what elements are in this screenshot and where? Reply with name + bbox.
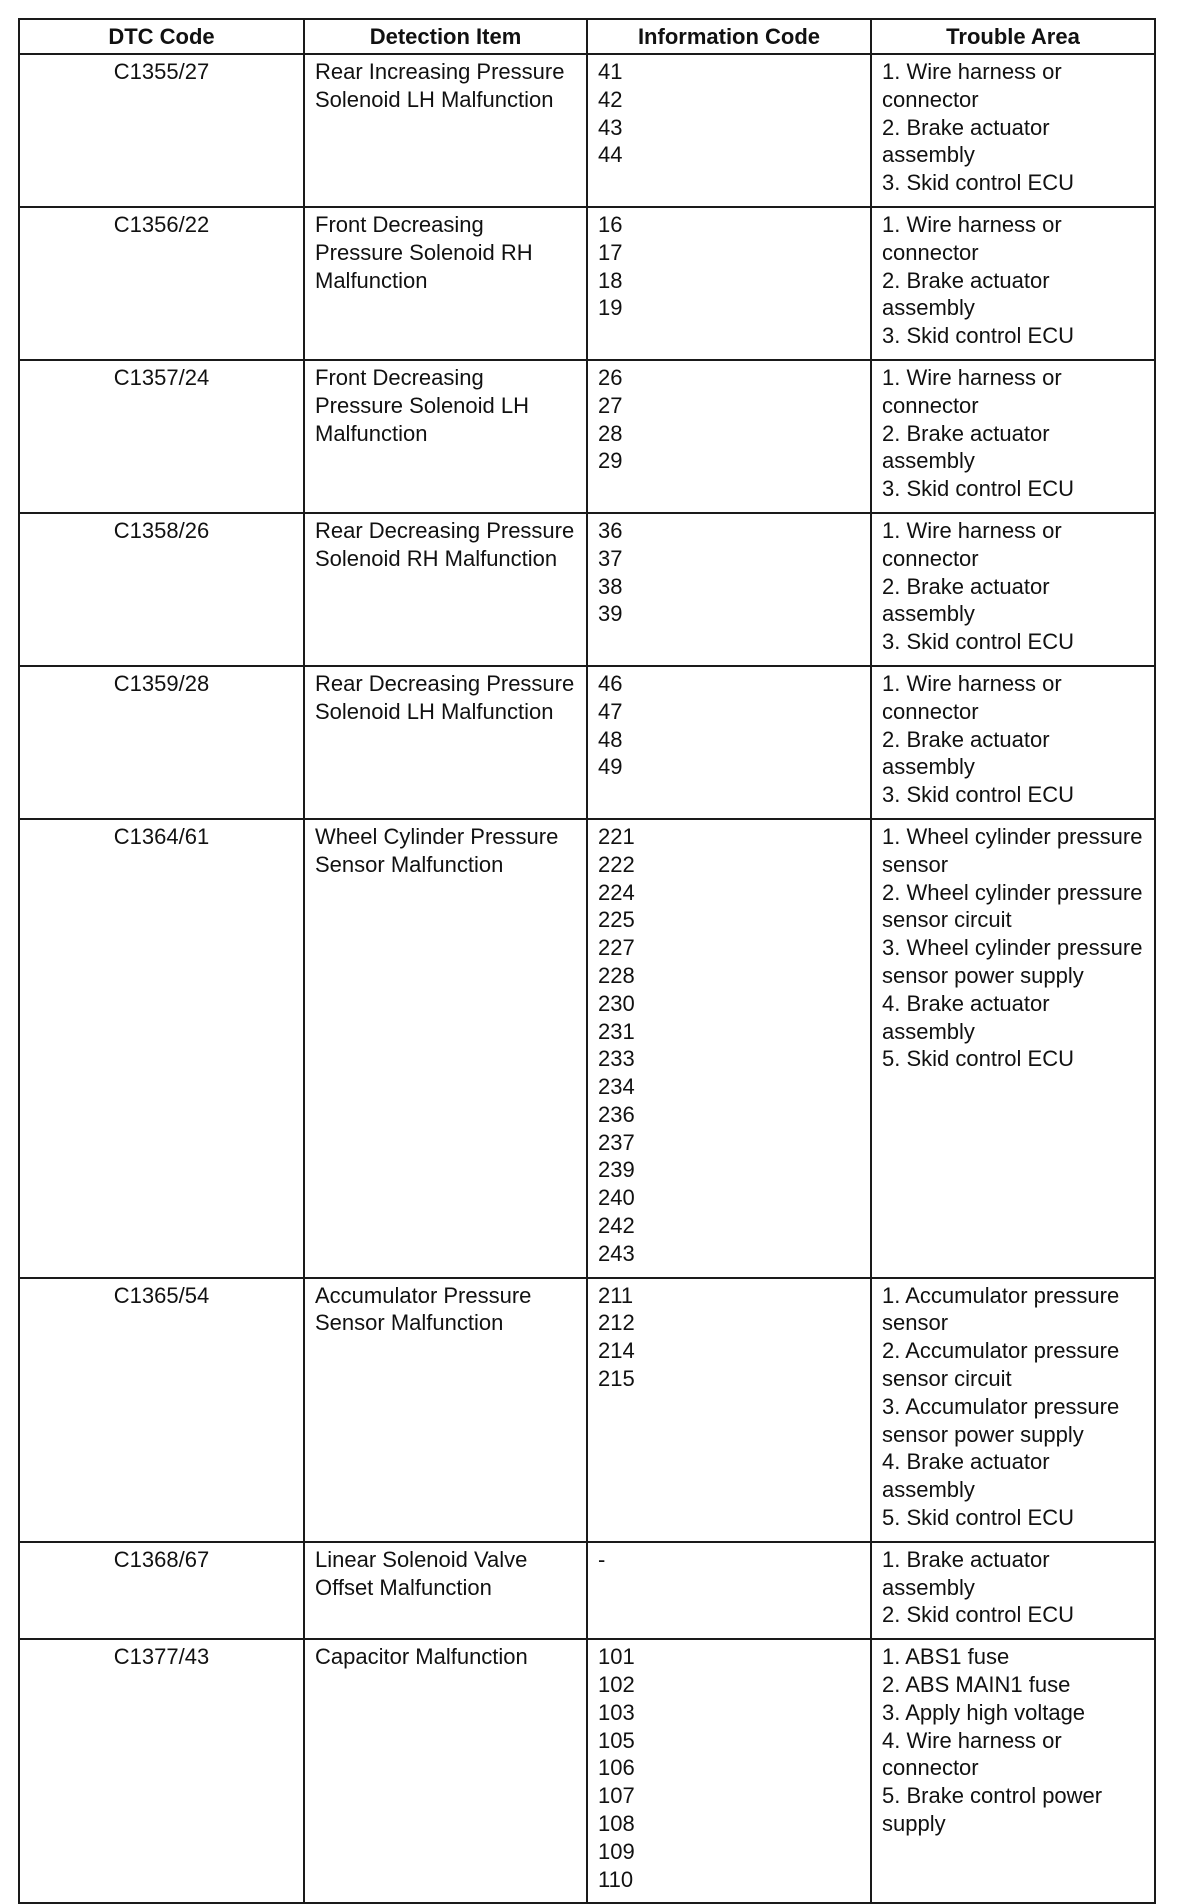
information-code: 215 — [598, 1366, 635, 1392]
dtc-code-cell: C1368/67 — [19, 1542, 304, 1639]
header-dtc-code: DTC Code — [19, 19, 304, 54]
detection-item-cell: Front Decreasing Pressure Solenoid RH Malfunction — [304, 207, 587, 360]
information-code: 108 — [598, 1811, 635, 1837]
information-code: 17 — [598, 239, 623, 265]
trouble-area-item: 2. Brake actuator assembly — [882, 726, 1050, 780]
dtc-code-cell: C1365/54 — [19, 1278, 304, 1542]
information-code: 109 — [598, 1838, 635, 1864]
information-code: 103 — [598, 1699, 635, 1725]
table-row — [19, 207, 1155, 360]
table-row — [19, 54, 1155, 207]
trouble-area-item: 4. Wire harness or connector — [882, 1727, 1062, 1781]
trouble-area-item: 2. Brake actuator assembly — [882, 114, 1050, 168]
trouble-area-item: 2. ABS MAIN1 fuse — [882, 1672, 1071, 1698]
information-code-cell — [587, 819, 871, 1278]
detection-item-cell: Linear Solenoid Valve Offset Malfunction — [304, 1542, 587, 1639]
information-code: 44 — [598, 142, 623, 168]
information-code: 28 — [598, 420, 623, 446]
information-code: 110 — [598, 1866, 634, 1892]
information-code: 47 — [598, 698, 623, 724]
trouble-area-item: 5. Brake control power supply — [882, 1783, 1103, 1837]
information-code: 46 — [598, 670, 623, 696]
information-code-cell — [587, 1542, 871, 1639]
trouble-area-item: 3. Wheel cylinder pressure sensor power supply — [882, 935, 1143, 988]
information-code: 42 — [598, 86, 623, 112]
trouble-area-item: 2. Brake actuator assembly — [882, 573, 1050, 627]
information-code: 234 — [598, 1074, 635, 1100]
trouble-area-item: 5. Skid control ECU — [882, 1505, 1074, 1531]
detection-item-cell: Rear Decreasing Pressure Solenoid LH Malfunction — [304, 666, 587, 819]
table-row — [19, 360, 1155, 513]
trouble-area-item: 2. Brake actuator assembly — [882, 420, 1050, 474]
information-code: 106 — [598, 1755, 635, 1781]
detection-item-cell: Accumulator Pressure Sensor Malfunction — [304, 1278, 587, 1542]
table-body — [19, 54, 1155, 1903]
dtc-code-cell: C1377/43 — [19, 1639, 304, 1903]
trouble-area-cell — [871, 207, 1155, 360]
trouble-area-item: 3. Apply high voltage — [882, 1699, 1086, 1725]
trouble-area-item: 1. Accumulator pressure sensor — [882, 1282, 1120, 1336]
trouble-area-item: 1. Wire harness or connector — [882, 59, 1062, 112]
information-code: 221 — [598, 823, 635, 849]
information-code: 228 — [598, 962, 635, 988]
information-code: 48 — [598, 726, 623, 752]
detection-item-cell: Capacitor Malfunction — [304, 1639, 587, 1903]
information-code: 16 — [598, 211, 623, 237]
trouble-area-item: 1. Wire harness or connector — [882, 211, 1062, 265]
trouble-area-cell — [871, 819, 1155, 1278]
information-code: 236 — [598, 1101, 635, 1127]
information-code: 19 — [598, 295, 623, 321]
trouble-area-cell — [871, 1278, 1155, 1542]
trouble-area-item: 1. Wire harness or connector — [882, 517, 1062, 571]
dtc-code-cell: C1355/27 — [19, 54, 304, 207]
information-code: 27 — [598, 392, 623, 418]
trouble-area-item: 1. Wire harness or connector — [882, 670, 1062, 724]
information-code: 242 — [598, 1213, 635, 1239]
detection-item-cell: Rear Increasing Pressure Solenoid LH Malfunction — [304, 54, 587, 207]
information-code: 41 — [598, 59, 623, 84]
detection-item-cell: Rear Decreasing Pressure Solenoid RH Malfunction — [304, 513, 587, 666]
dtc-code-cell: C1358/26 — [19, 513, 304, 666]
information-code: 102 — [598, 1672, 635, 1698]
information-code-cell — [587, 1278, 871, 1542]
information-code-cell — [587, 1639, 871, 1903]
trouble-area-item: 1. Wire harness or connector — [882, 364, 1062, 418]
information-code: 237 — [598, 1129, 635, 1155]
information-code: 224 — [598, 879, 635, 905]
trouble-area-cell — [871, 1542, 1155, 1639]
table-header-row — [19, 19, 1155, 54]
trouble-area-item: 2. Skid control ECU — [882, 1602, 1074, 1628]
trouble-area-item: 2. Wheel cylinder pressure sensor circuit — [882, 879, 1143, 933]
trouble-area-cell — [871, 666, 1155, 819]
information-code: 243 — [598, 1240, 635, 1266]
trouble-area-item: 3. Skid control ECU — [882, 476, 1074, 502]
information-code: 231 — [598, 1018, 635, 1044]
information-code: 233 — [598, 1046, 635, 1072]
information-code: 26 — [598, 364, 623, 390]
information-code: 214 — [598, 1338, 635, 1364]
trouble-area-cell — [871, 1639, 1155, 1903]
table-row — [19, 666, 1155, 819]
information-code: 37 — [598, 545, 623, 571]
trouble-area-item: 2. Accumulator pressure sensor circuit — [882, 1338, 1120, 1392]
detection-item-cell: Front Decreasing Pressure Solenoid LH Malfunction — [304, 360, 587, 513]
information-code-cell — [587, 207, 871, 360]
trouble-area-item: 4. Brake actuator assembly — [882, 990, 1050, 1044]
information-code-cell — [587, 54, 871, 207]
information-code: 211 — [598, 1282, 634, 1308]
information-code: - — [598, 1546, 606, 1572]
information-code: 222 — [598, 851, 635, 877]
trouble-area-item: 3. Accumulator pressure sensor power supply — [882, 1393, 1120, 1447]
information-code: 43 — [598, 114, 623, 140]
information-code: 29 — [598, 448, 623, 474]
information-code: 227 — [598, 935, 635, 961]
table-row — [19, 1542, 1155, 1639]
information-code: 230 — [598, 990, 635, 1016]
trouble-area-item: 3. Skid control ECU — [882, 782, 1074, 808]
information-code: 18 — [598, 267, 623, 293]
information-code: 39 — [598, 601, 623, 627]
table-row — [19, 513, 1155, 666]
dtc-table — [18, 18, 1156, 1904]
information-code-cell — [587, 513, 871, 666]
trouble-area-item: 1. Brake actuator assembly — [882, 1546, 1050, 1600]
table-row — [19, 819, 1155, 1278]
information-code-cell — [587, 666, 871, 819]
trouble-area-item: 2. Brake actuator assembly — [882, 267, 1050, 321]
information-code: 36 — [598, 517, 623, 543]
header-information-code: Information Code — [587, 19, 871, 54]
information-code: 225 — [598, 907, 635, 933]
information-code-cell — [587, 360, 871, 513]
trouble-area-cell — [871, 513, 1155, 666]
table-row — [19, 1278, 1155, 1542]
trouble-area-item: 3. Skid control ECU — [882, 323, 1074, 349]
information-code: 239 — [598, 1157, 635, 1183]
information-code: 49 — [598, 754, 623, 780]
trouble-area-item: 4. Brake actuator assembly — [882, 1449, 1050, 1503]
trouble-area-cell — [871, 54, 1155, 207]
information-code: 240 — [598, 1185, 635, 1211]
detection-item-cell: Wheel Cylinder Pressure Sensor Malfunction — [304, 819, 587, 1278]
information-code: 105 — [598, 1727, 635, 1753]
trouble-area-item: 3. Skid control ECU — [882, 629, 1074, 655]
information-code: 212 — [598, 1310, 635, 1336]
dtc-code-cell: C1357/24 — [19, 360, 304, 513]
dtc-code-cell: C1359/28 — [19, 666, 304, 819]
information-code: 107 — [598, 1783, 635, 1809]
trouble-area-item: 1. ABS1 fuse — [882, 1644, 1010, 1670]
information-code: 101 — [598, 1644, 635, 1670]
trouble-area-item: 1. Wheel cylinder pressure sensor — [882, 823, 1143, 877]
dtc-code-cell: C1356/22 — [19, 207, 304, 360]
trouble-area-cell — [871, 360, 1155, 513]
dtc-code-cell: C1364/61 — [19, 819, 304, 1278]
trouble-area-item: 5. Skid control ECU — [882, 1046, 1074, 1072]
header-detection-item: Detection Item — [304, 19, 587, 54]
table-row — [19, 1639, 1155, 1903]
trouble-area-item: 3. Skid control ECU — [882, 170, 1074, 196]
header-trouble-area: Trouble Area — [871, 19, 1155, 54]
information-code: 38 — [598, 573, 623, 599]
